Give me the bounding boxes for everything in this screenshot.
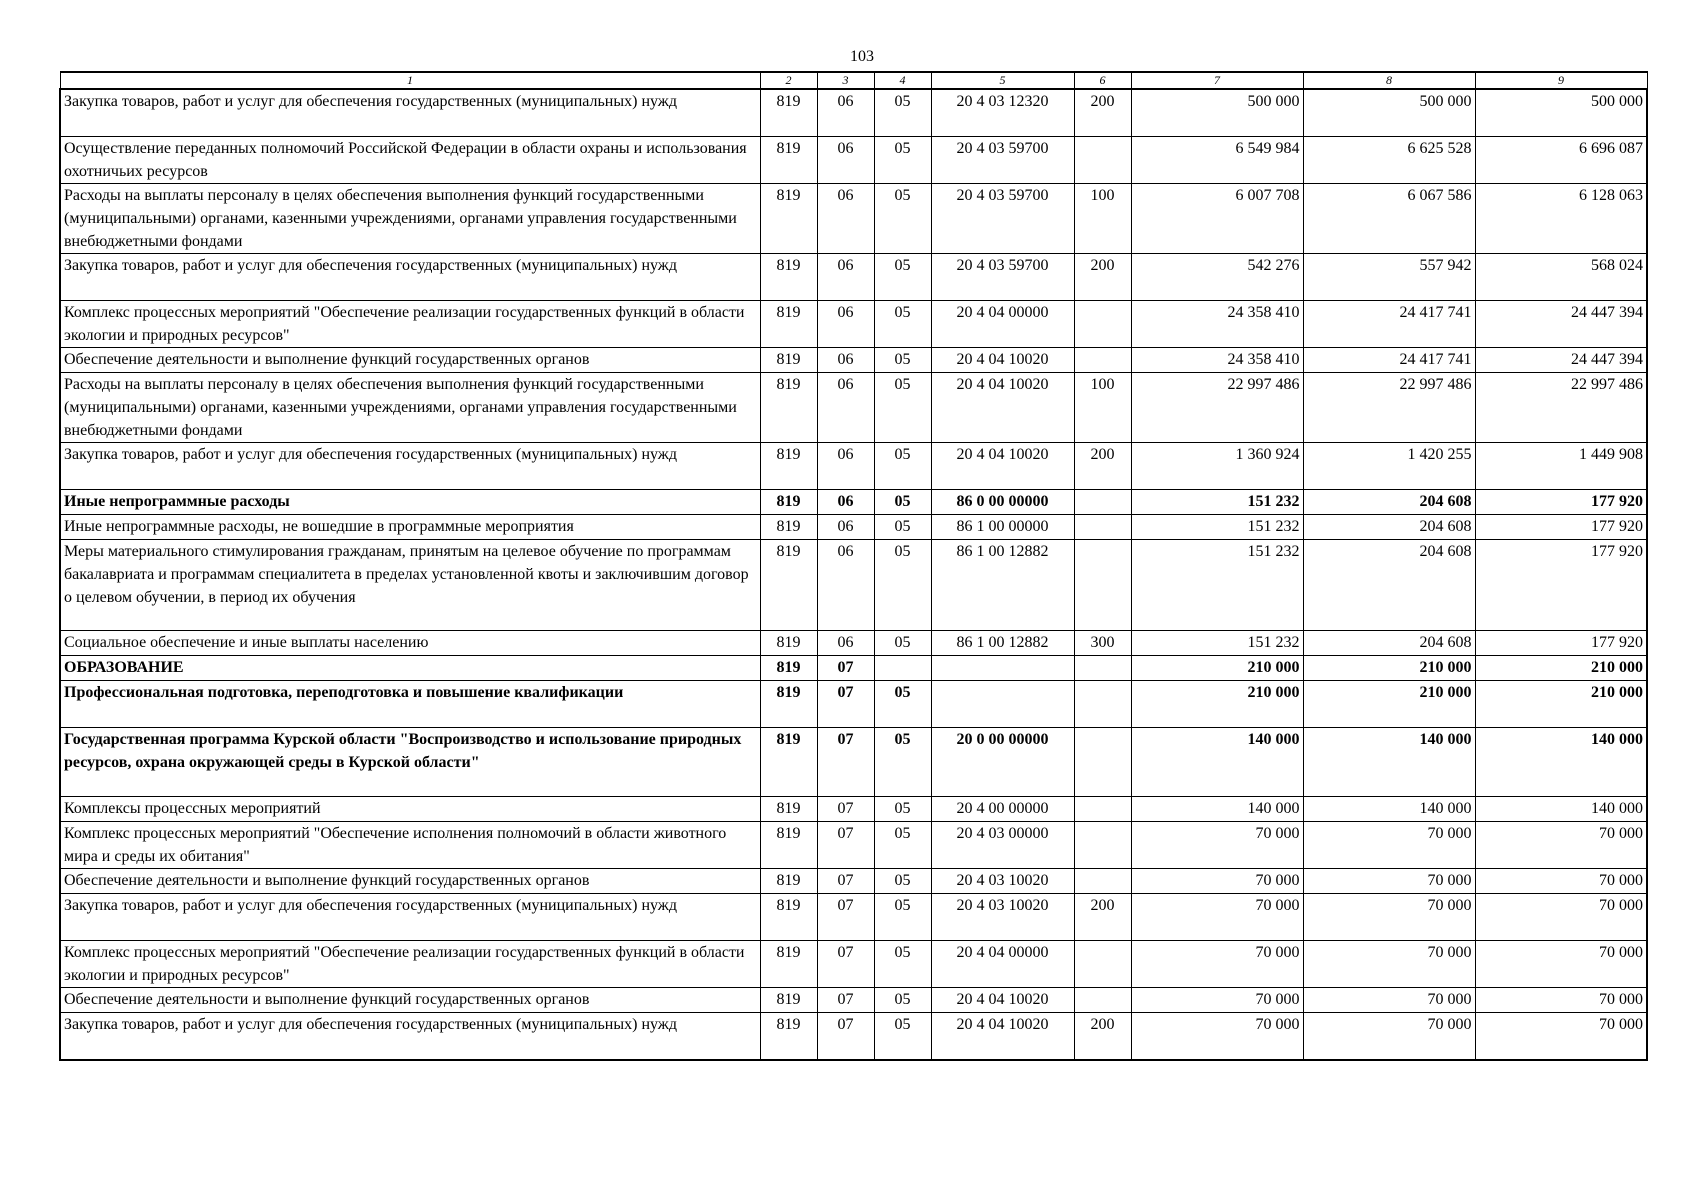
row-amount-year3: 70 000	[1475, 869, 1647, 894]
row-amount-year1: 151 232	[1131, 490, 1303, 515]
row-section: 07	[817, 656, 874, 681]
row-name: Закупка товаров, работ и услуг для обеспечения государственных (муниципальных) нужд	[60, 894, 760, 941]
column-header: 9	[1475, 72, 1647, 89]
row-name: Обеспечение деятельности и выполнение функций государственных органов	[60, 988, 760, 1013]
row-amount-year3: 177 920	[1475, 540, 1647, 631]
row-grbs: 819	[760, 137, 817, 184]
row-expense-type: 200	[1074, 89, 1131, 137]
row-grbs: 819	[760, 443, 817, 490]
row-amount-year2: 1 420 255	[1303, 443, 1475, 490]
row-amount-year2: 204 608	[1303, 631, 1475, 656]
table-row	[60, 490, 1647, 515]
table-row	[60, 184, 1647, 254]
row-section: 06	[817, 443, 874, 490]
row-section: 06	[817, 137, 874, 184]
row-target-article: 20 4 04 10020	[931, 988, 1074, 1013]
row-grbs: 819	[760, 540, 817, 631]
table-row	[60, 941, 1647, 988]
row-name: Закупка товаров, работ и услуг для обеспечения государственных (муниципальных) нужд	[60, 443, 760, 490]
row-grbs: 819	[760, 1013, 817, 1061]
row-subsection: 05	[874, 301, 931, 348]
row-amount-year2: 70 000	[1303, 894, 1475, 941]
table-row	[60, 822, 1647, 869]
row-amount-year2: 70 000	[1303, 822, 1475, 869]
row-expense-type	[1074, 656, 1131, 681]
row-grbs: 819	[760, 184, 817, 254]
row-target-article: 20 0 00 00000	[931, 728, 1074, 797]
row-grbs: 819	[760, 373, 817, 443]
row-amount-year2: 204 608	[1303, 490, 1475, 515]
row-subsection: 05	[874, 869, 931, 894]
row-amount-year2: 210 000	[1303, 656, 1475, 681]
row-name: Иные непрограммные расходы	[60, 490, 760, 515]
row-section: 06	[817, 373, 874, 443]
row-amount-year3: 24 447 394	[1475, 348, 1647, 373]
row-grbs: 819	[760, 89, 817, 137]
row-name: Иные непрограммные расходы, не вошедшие в программные мероприятия	[60, 515, 760, 540]
row-subsection: 05	[874, 681, 931, 728]
row-subsection: 05	[874, 941, 931, 988]
row-amount-year2: 70 000	[1303, 941, 1475, 988]
table-row	[60, 728, 1647, 797]
table-row	[60, 89, 1647, 137]
row-amount-year2: 6 067 586	[1303, 184, 1475, 254]
row-name: Закупка товаров, работ и услуг для обеспечения государственных (муниципальных) нужд	[60, 89, 760, 137]
row-section: 07	[817, 681, 874, 728]
row-target-article: 20 4 04 10020	[931, 373, 1074, 443]
table-row	[60, 254, 1647, 301]
row-section: 06	[817, 254, 874, 301]
row-expense-type: 200	[1074, 254, 1131, 301]
row-amount-year2: 210 000	[1303, 681, 1475, 728]
row-grbs: 819	[760, 631, 817, 656]
row-grbs: 819	[760, 941, 817, 988]
table-row	[60, 631, 1647, 656]
row-amount-year2: 500 000	[1303, 89, 1475, 137]
row-amount-year1: 6 549 984	[1131, 137, 1303, 184]
row-name: Социальное обеспечение и иные выплаты населению	[60, 631, 760, 656]
row-target-article: 86 1 00 12882	[931, 631, 1074, 656]
row-amount-year2: 24 417 741	[1303, 348, 1475, 373]
row-name: Комплекс процессных мероприятий "Обеспечение реализации государственных функций в области экологии и природных ресурсов"	[60, 941, 760, 988]
table-row	[60, 301, 1647, 348]
row-name: Государственная программа Курской области "Воспроизводство и использование природных ресурсов, охрана окружающей среды в Курской области"	[60, 728, 760, 797]
row-amount-year3: 6 128 063	[1475, 184, 1647, 254]
row-expense-type	[1074, 137, 1131, 184]
row-section: 06	[817, 490, 874, 515]
row-section: 07	[817, 869, 874, 894]
row-amount-year1: 542 276	[1131, 254, 1303, 301]
row-expense-type	[1074, 728, 1131, 797]
row-amount-year1: 151 232	[1131, 515, 1303, 540]
row-subsection: 05	[874, 988, 931, 1013]
row-grbs: 819	[760, 301, 817, 348]
row-name: Обеспечение деятельности и выполнение функций государственных органов	[60, 348, 760, 373]
row-section: 06	[817, 515, 874, 540]
row-subsection: 05	[874, 797, 931, 822]
row-subsection: 05	[874, 1013, 931, 1061]
row-section: 06	[817, 89, 874, 137]
table-row	[60, 681, 1647, 728]
row-amount-year1: 500 000	[1131, 89, 1303, 137]
row-amount-year2: 140 000	[1303, 797, 1475, 822]
row-section: 07	[817, 797, 874, 822]
table-row	[60, 988, 1647, 1013]
table-row	[60, 869, 1647, 894]
row-target-article: 20 4 03 10020	[931, 869, 1074, 894]
row-amount-year1: 70 000	[1131, 988, 1303, 1013]
row-target-article: 20 4 04 00000	[931, 941, 1074, 988]
row-target-article	[931, 656, 1074, 681]
table-row	[60, 515, 1647, 540]
row-name: Закупка товаров, работ и услуг для обеспечения государственных (муниципальных) нужд	[60, 1013, 760, 1061]
row-subsection: 05	[874, 631, 931, 656]
row-amount-year2: 204 608	[1303, 515, 1475, 540]
row-amount-year2: 22 997 486	[1303, 373, 1475, 443]
row-subsection: 05	[874, 254, 931, 301]
row-target-article: 20 4 03 59700	[931, 184, 1074, 254]
row-amount-year1: 151 232	[1131, 540, 1303, 631]
row-target-article: 20 4 04 10020	[931, 348, 1074, 373]
column-header: 5	[931, 72, 1074, 89]
row-grbs: 819	[760, 728, 817, 797]
row-subsection: 05	[874, 540, 931, 631]
row-subsection: 05	[874, 348, 931, 373]
row-amount-year3: 140 000	[1475, 797, 1647, 822]
row-amount-year1: 70 000	[1131, 1013, 1303, 1061]
row-grbs: 819	[760, 254, 817, 301]
row-amount-year2: 204 608	[1303, 540, 1475, 631]
row-amount-year3: 210 000	[1475, 656, 1647, 681]
budget-table	[59, 71, 1648, 1061]
row-amount-year1: 24 358 410	[1131, 301, 1303, 348]
row-name: Профессиональная подготовка, переподготовка и повышение квалификации	[60, 681, 760, 728]
row-amount-year3: 568 024	[1475, 254, 1647, 301]
row-section: 07	[817, 941, 874, 988]
row-amount-year1: 70 000	[1131, 869, 1303, 894]
row-subsection: 05	[874, 373, 931, 443]
row-grbs: 819	[760, 822, 817, 869]
row-amount-year1: 210 000	[1131, 681, 1303, 728]
row-grbs: 819	[760, 348, 817, 373]
row-amount-year3: 177 920	[1475, 631, 1647, 656]
row-expense-type	[1074, 515, 1131, 540]
row-subsection: 05	[874, 515, 931, 540]
table-row	[60, 894, 1647, 941]
row-target-article: 86 1 00 00000	[931, 515, 1074, 540]
row-amount-year1: 6 007 708	[1131, 184, 1303, 254]
row-amount-year3: 500 000	[1475, 89, 1647, 137]
row-target-article: 86 0 00 00000	[931, 490, 1074, 515]
row-amount-year3: 70 000	[1475, 988, 1647, 1013]
row-amount-year3: 1 449 908	[1475, 443, 1647, 490]
row-subsection: 05	[874, 894, 931, 941]
row-section: 06	[817, 540, 874, 631]
row-amount-year1: 70 000	[1131, 894, 1303, 941]
table-row	[60, 1013, 1647, 1061]
row-section: 07	[817, 822, 874, 869]
row-expense-type	[1074, 301, 1131, 348]
row-amount-year3: 70 000	[1475, 822, 1647, 869]
row-expense-type	[1074, 822, 1131, 869]
column-header: 3	[817, 72, 874, 89]
row-section: 07	[817, 728, 874, 797]
table-row	[60, 797, 1647, 822]
row-section: 07	[817, 894, 874, 941]
row-section: 06	[817, 301, 874, 348]
row-grbs: 819	[760, 869, 817, 894]
row-amount-year2: 6 625 528	[1303, 137, 1475, 184]
row-amount-year1: 24 358 410	[1131, 348, 1303, 373]
row-amount-year3: 70 000	[1475, 894, 1647, 941]
row-expense-type: 200	[1074, 1013, 1131, 1061]
row-section: 06	[817, 348, 874, 373]
row-amount-year1: 22 997 486	[1131, 373, 1303, 443]
column-header: 2	[760, 72, 817, 89]
column-number-row	[60, 72, 1647, 89]
row-amount-year2: 70 000	[1303, 869, 1475, 894]
row-amount-year3: 210 000	[1475, 681, 1647, 728]
table-row	[60, 540, 1647, 631]
table-row	[60, 373, 1647, 443]
row-grbs: 819	[760, 656, 817, 681]
row-grbs: 819	[760, 894, 817, 941]
column-header: 1	[60, 72, 760, 89]
row-subsection: 05	[874, 443, 931, 490]
table-row	[60, 443, 1647, 490]
column-header: 6	[1074, 72, 1131, 89]
row-name: Комплекс процессных мероприятий "Обеспечение исполнения полномочий в области животного мира и среды их обитания"	[60, 822, 760, 869]
row-amount-year3: 177 920	[1475, 515, 1647, 540]
row-amount-year2: 557 942	[1303, 254, 1475, 301]
row-expense-type: 300	[1074, 631, 1131, 656]
row-amount-year1: 70 000	[1131, 941, 1303, 988]
row-name: Расходы на выплаты персоналу в целях обеспечения выполнения функций государственными (муниципальными) органами, казенными учреждениями, органами управления государственными внебюджетными фондами	[60, 373, 760, 443]
row-target-article: 20 4 00 00000	[931, 797, 1074, 822]
row-target-article: 20 4 03 10020	[931, 894, 1074, 941]
row-amount-year3: 6 696 087	[1475, 137, 1647, 184]
row-subsection: 05	[874, 137, 931, 184]
table-body	[60, 72, 1647, 1060]
row-amount-year1: 1 360 924	[1131, 443, 1303, 490]
row-target-article: 86 1 00 12882	[931, 540, 1074, 631]
row-name: Комплекс процессных мероприятий "Обеспечение реализации государственных функций в области экологии и природных ресурсов"	[60, 301, 760, 348]
row-name: Осуществление переданных полномочий Российской Федерации в области охраны и использования охотничьих ресурсов	[60, 137, 760, 184]
row-expense-type: 100	[1074, 373, 1131, 443]
row-amount-year2: 24 417 741	[1303, 301, 1475, 348]
row-target-article: 20 4 03 59700	[931, 254, 1074, 301]
row-amount-year3: 140 000	[1475, 728, 1647, 797]
row-grbs: 819	[760, 490, 817, 515]
row-amount-year1: 210 000	[1131, 656, 1303, 681]
row-expense-type	[1074, 540, 1131, 631]
row-expense-type: 200	[1074, 443, 1131, 490]
column-header: 8	[1303, 72, 1475, 89]
row-section: 07	[817, 1013, 874, 1061]
row-subsection: 05	[874, 490, 931, 515]
row-amount-year3: 22 997 486	[1475, 373, 1647, 443]
row-grbs: 819	[760, 797, 817, 822]
row-section: 06	[817, 631, 874, 656]
row-amount-year3: 70 000	[1475, 1013, 1647, 1061]
row-name: Расходы на выплаты персоналу в целях обеспечения выполнения функций государственными (муниципальными) органами, казенными учреждениями, органами управления государственными внебюджетными фондами	[60, 184, 760, 254]
row-name: Закупка товаров, работ и услуг для обеспечения государственных (муниципальных) нужд	[60, 254, 760, 301]
column-header: 7	[1131, 72, 1303, 89]
row-subsection: 05	[874, 184, 931, 254]
row-name: Комплексы процессных мероприятий	[60, 797, 760, 822]
row-section: 06	[817, 184, 874, 254]
row-target-article: 20 4 04 10020	[931, 1013, 1074, 1061]
row-expense-type	[1074, 797, 1131, 822]
row-amount-year2: 140 000	[1303, 728, 1475, 797]
row-name: Меры материального стимулирования гражданам, принятым на целевое обучение по программам бакалавриата и программам специалитета в пределах установленной квоты и заключившим договор о целевом обучении, в период их обучения	[60, 540, 760, 631]
row-subsection: 05	[874, 89, 931, 137]
table-row	[60, 137, 1647, 184]
row-amount-year1: 151 232	[1131, 631, 1303, 656]
row-name: Обеспечение деятельности и выполнение функций государственных органов	[60, 869, 760, 894]
row-amount-year1: 70 000	[1131, 822, 1303, 869]
row-target-article: 20 4 03 59700	[931, 137, 1074, 184]
row-amount-year2: 70 000	[1303, 1013, 1475, 1061]
row-expense-type	[1074, 869, 1131, 894]
row-expense-type	[1074, 941, 1131, 988]
row-grbs: 819	[760, 515, 817, 540]
row-grbs: 819	[760, 988, 817, 1013]
row-expense-type	[1074, 681, 1131, 728]
table-row	[60, 348, 1647, 373]
row-target-article: 20 4 04 10020	[931, 443, 1074, 490]
row-subsection	[874, 656, 931, 681]
row-expense-type	[1074, 988, 1131, 1013]
row-amount-year1: 140 000	[1131, 797, 1303, 822]
row-name: ОБРАЗОВАНИЕ	[60, 656, 760, 681]
row-amount-year3: 24 447 394	[1475, 301, 1647, 348]
row-target-article: 20 4 03 12320	[931, 89, 1074, 137]
row-subsection: 05	[874, 728, 931, 797]
row-amount-year1: 140 000	[1131, 728, 1303, 797]
row-target-article: 20 4 04 00000	[931, 301, 1074, 348]
row-target-article: 20 4 03 00000	[931, 822, 1074, 869]
row-amount-year3: 177 920	[1475, 490, 1647, 515]
row-expense-type: 200	[1074, 894, 1131, 941]
row-expense-type	[1074, 348, 1131, 373]
row-target-article	[931, 681, 1074, 728]
row-expense-type	[1074, 490, 1131, 515]
page-number: 103	[850, 48, 874, 65]
row-section: 07	[817, 988, 874, 1013]
table-row	[60, 656, 1647, 681]
column-header: 4	[874, 72, 931, 89]
row-expense-type: 100	[1074, 184, 1131, 254]
row-subsection: 05	[874, 822, 931, 869]
row-amount-year3: 70 000	[1475, 941, 1647, 988]
row-grbs: 819	[760, 681, 817, 728]
row-amount-year2: 70 000	[1303, 988, 1475, 1013]
